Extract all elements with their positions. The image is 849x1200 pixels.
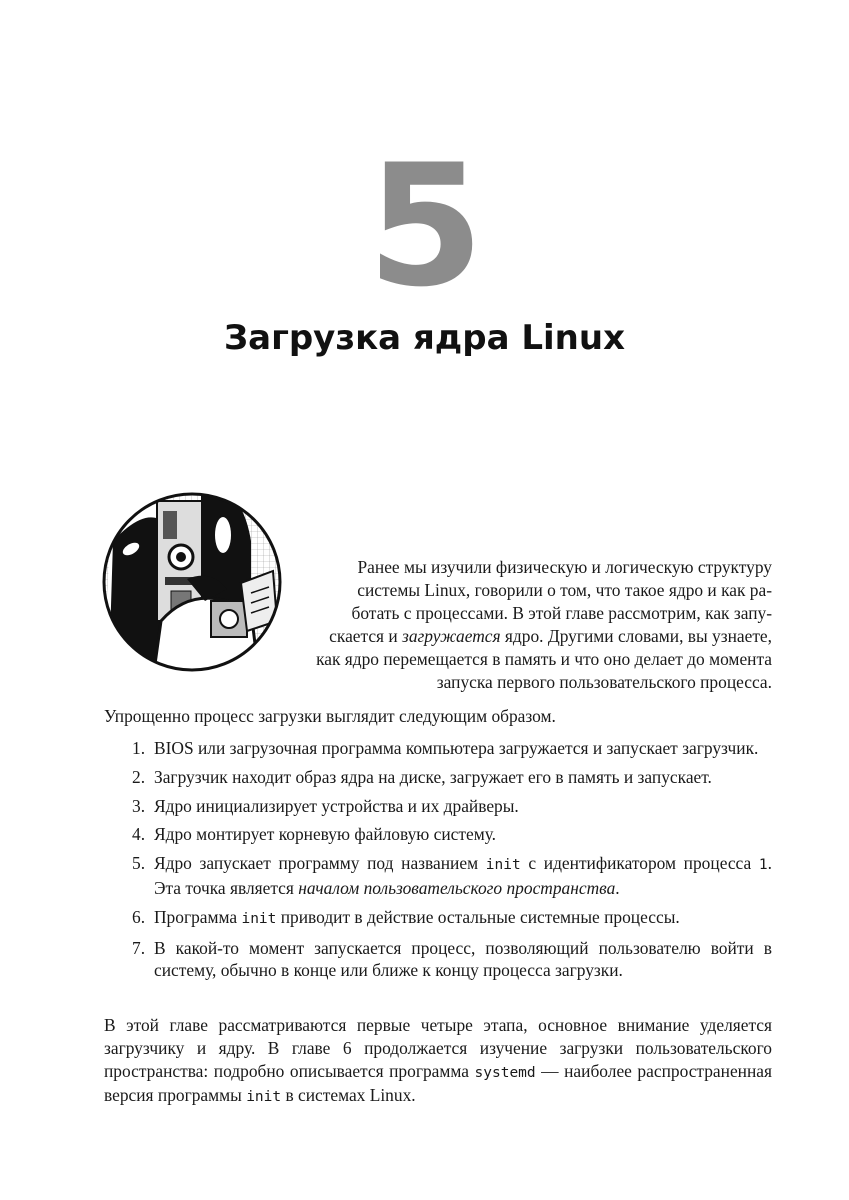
list-item-text: . Эта точка является — [154, 853, 772, 898]
code-init: init — [246, 1089, 282, 1106]
list-item-text: . — [615, 877, 620, 898]
closing-text: — наиболее распространенная версия программы — [104, 1060, 772, 1106]
chapter-number: 5 — [367, 128, 482, 324]
list-item — [104, 766, 772, 789]
intro-line: как ядро перемещается в память и что оно делает до момента — [316, 649, 772, 669]
list-item-text: Ядро запускает программу под названием — [154, 853, 486, 874]
list-item-text: Ядро монтирует корневую файловую систему. — [154, 824, 497, 845]
chapter-title: Загрузка ядра Linux — [223, 318, 626, 358]
intro-line: запуска первого пользовательского процесса. — [436, 672, 772, 692]
list-item-number: 2. — [132, 766, 146, 787]
list-item-text: Программа — [154, 906, 242, 927]
list-item-text: с идентификатором процесса — [520, 853, 759, 874]
intro-emphasis: загружается — [402, 626, 501, 646]
intro-line: системы Linux, говорили о том, что такое ядро и как ра- — [357, 580, 772, 600]
list-item-number: 7. — [132, 937, 146, 958]
closing-text: В этой главе рассматриваются первые четыре этапа, основное внимание уделяется загрузчику и ядру. В главе 6 продолжается изучение загрузки пользовательского пространства: подробно описывается программа — [104, 1015, 772, 1081]
code-systemd: systemd — [474, 1064, 536, 1081]
list-item — [104, 852, 772, 900]
intro-line: Ранее мы изучили физическую и логическую структуру — [357, 557, 772, 577]
list-item — [104, 937, 772, 983]
list-item — [104, 823, 772, 846]
list-item-number: 3. — [132, 795, 146, 816]
closing-text: в системах Linux. — [281, 1085, 416, 1106]
list-item-number: 5. — [132, 853, 146, 874]
intro-text: ядро. Другими словами, вы узнаете, — [500, 626, 772, 646]
intro-line: ботать с процессами. В этой главе рассмотрим, как запу- — [351, 603, 772, 623]
boot-steps-list — [104, 737, 772, 988]
list-item-text: приводит в действие остальные системные процессы. — [276, 906, 680, 927]
list-item-text: Загрузчик находит образ ядра на диске, загружает его в память и запускает. — [154, 766, 712, 787]
lead-paragraph: Упрощенно процесс загрузки выглядит следующим образом. — [104, 706, 556, 726]
list-item — [104, 795, 772, 818]
robot-penguin-icon — [101, 471, 283, 693]
list-item — [104, 737, 772, 760]
code-init: init — [485, 857, 521, 874]
code-init: init — [241, 910, 277, 927]
intro-line — [329, 626, 772, 647]
list-item-number: 1. — [132, 738, 146, 758]
list-item-text: В какой-то момент запускается процесс, позволяющий пользователю войти в систему, обычно в конце или ближе к концу процесса загрузки. — [154, 937, 772, 981]
list-item-number: 6. — [132, 906, 146, 927]
list-item-text: Ядро инициализирует устройства и их драйверы. — [154, 795, 519, 816]
list-item-text: BIOS или загрузочная программа компьютера загружается и запускает загрузчик. — [154, 738, 759, 758]
closing-paragraph — [104, 1014, 772, 1109]
list-item-emphasis: началом пользовательского пространства — [298, 877, 616, 898]
list-item-number: 4. — [132, 824, 146, 845]
list-item — [104, 906, 772, 931]
intro-text: скается и — [329, 626, 403, 646]
code-pid: 1 — [758, 857, 768, 874]
